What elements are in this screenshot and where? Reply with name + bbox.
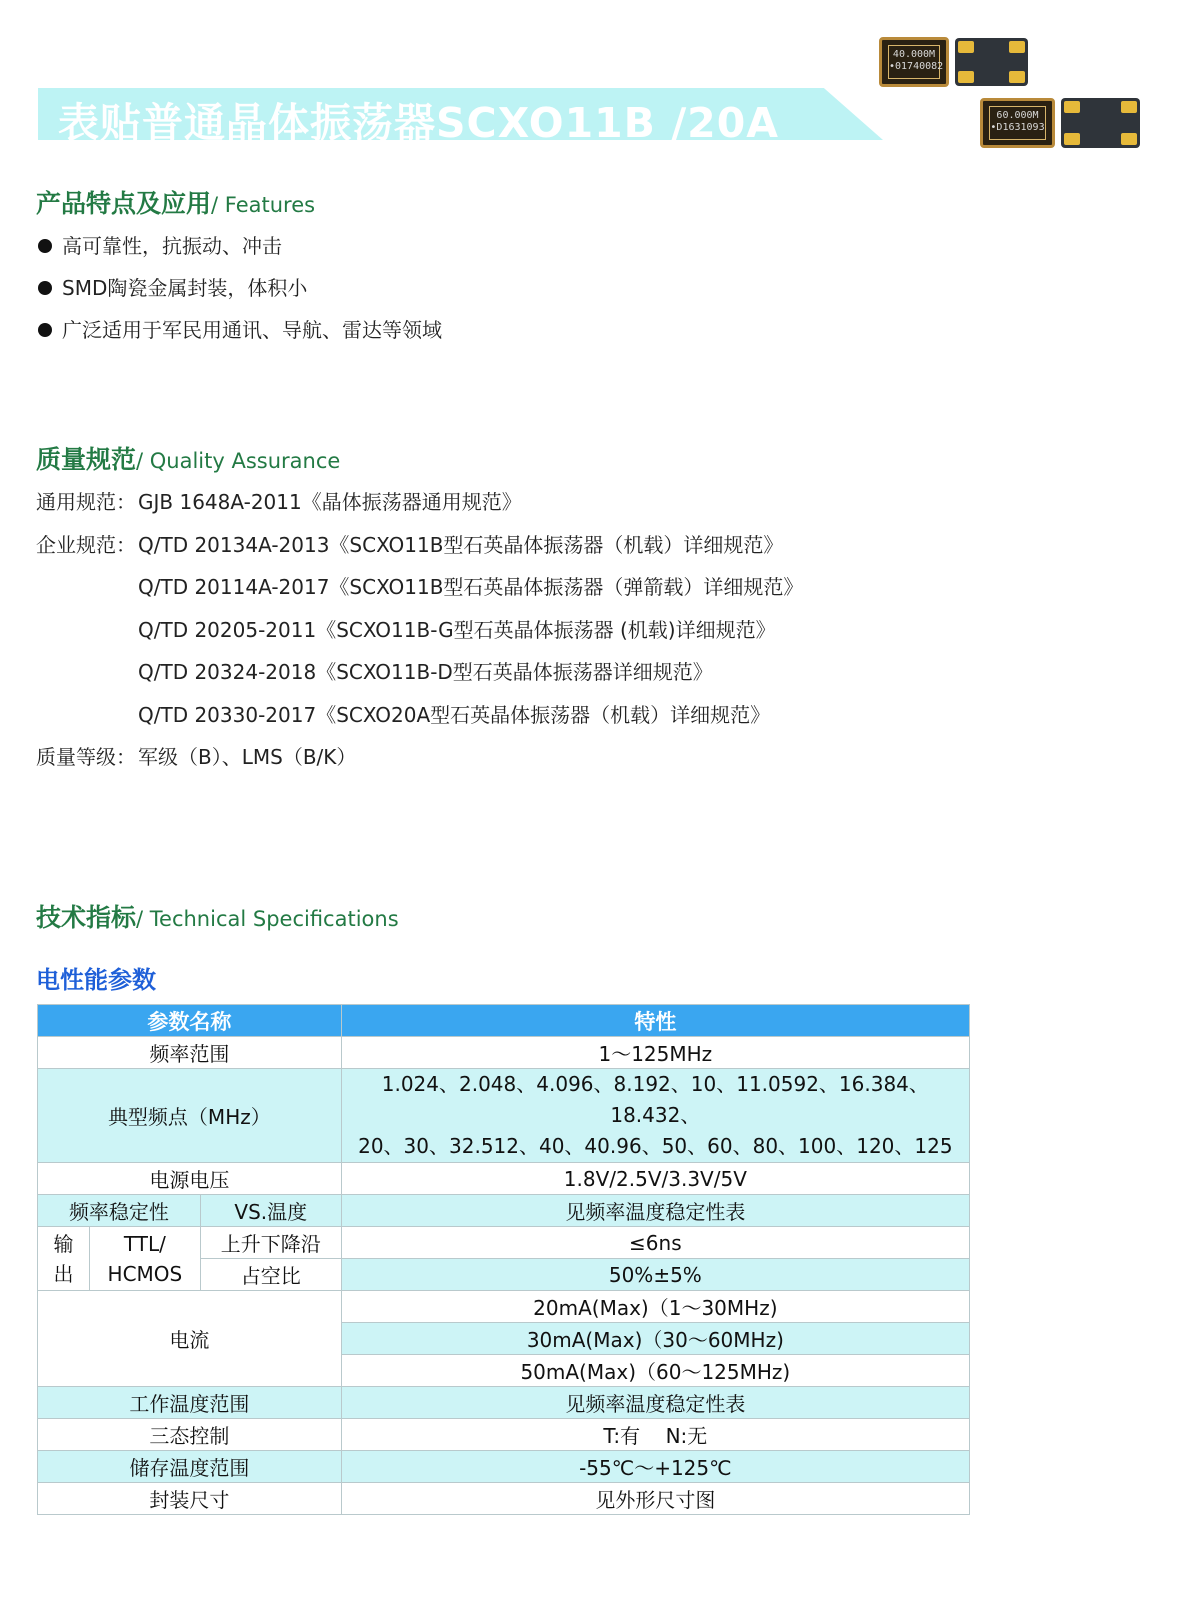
header-char: 特性 <box>341 1005 969 1037</box>
quality-grade-row: 质量等级： 军级（B）、LMS（B/K） <box>36 745 357 769</box>
enterprise-spec-row: Q/TD 20324-2018《SCXO11B-D型石英晶体振荡器详细规范》 <box>138 660 713 684</box>
quality-list <box>36 488 803 786</box>
electrical-subheading: 电性能参数 <box>36 966 156 994</box>
table-row: 工作温度范围 见频率温度稳定性表 <box>38 1387 970 1419</box>
header-param: 参数名称 <box>38 1005 342 1037</box>
tech-heading: 技术指标/ Technical Specifications <box>36 903 399 932</box>
features-list <box>38 232 442 358</box>
page-title: 表贴普通晶体振荡器SCXO11B /20A <box>58 99 779 147</box>
list-item: 广泛适用于军民用通讯、导航、雷达等领域 <box>38 316 442 358</box>
bullet-icon <box>38 239 52 253</box>
features-heading: 产品特点及应用/ Features <box>36 189 316 218</box>
quality-heading: 质量规范/ Quality Assurance <box>36 445 341 474</box>
table-row: 频率范围 1～125MHz <box>38 1037 970 1069</box>
product-photo-chip-b <box>980 98 1055 148</box>
list-item: SMD陶瓷金属封装，体积小 <box>38 274 442 316</box>
product-photo-chip-a <box>879 37 949 87</box>
enterprise-spec-row: Q/TD 20205-2011《SCXO11B-G型石英晶体振荡器 (机载)详细规范》 <box>138 617 776 642</box>
chip-a-marking: 40.000M •01740082 <box>888 45 940 79</box>
spec-table <box>37 1004 970 1515</box>
table-row: 频率稳定性 VS.温度 见频率温度稳定性表 <box>38 1195 970 1227</box>
table-row: 三态控制 T:有 N:无 <box>38 1419 970 1451</box>
table-row: 30mA(Max)（30～60MHz) <box>38 1323 970 1355</box>
table-row: 电源电压 1.8V/2.5V/3.3V/5V <box>38 1163 970 1195</box>
table-row: 封装尺寸 见外形尺寸图 <box>38 1483 970 1515</box>
bullet-icon <box>38 323 52 337</box>
table-row: 占空比 50%±5% <box>38 1259 970 1291</box>
enterprise-spec-row: 企业规范： Q/TD 20134A-2013《SCXO11B型石英晶体振荡器（机载）详细规范》 <box>36 532 784 557</box>
product-photo-chip-a-back <box>955 38 1028 86</box>
general-spec-row: 通用规范： GJB 1648A-2011《晶体振荡器通用规范》 <box>36 490 522 514</box>
table-header <box>38 1005 970 1037</box>
table-row: 电流 20mA(Max)（1～30MHz) <box>38 1291 970 1323</box>
enterprise-spec-row: Q/TD 20330-2017《SCXO20A型石英晶体振荡器（机载）详细规范》 <box>138 702 771 727</box>
list-item: 高可靠性，抗振动、冲击 <box>38 232 442 274</box>
table-row: 输 出 TTL/ HCMOS 上升下降沿 ≤6ns <box>38 1227 970 1259</box>
chip-b-marking: 60.000M •D1631093 <box>989 106 1046 140</box>
table-row: 典型频点（MHz） 1.024、2.048、4.096、8.192、10、11.0592、16.384、18.432、 20、30、32.512、40、40.96、50、60、80、100、120、125 <box>38 1069 970 1163</box>
product-photo-chip-b-back <box>1061 98 1140 148</box>
bullet-icon <box>38 281 52 295</box>
enterprise-spec-row: Q/TD 20114A-2017《SCXO11B型石英晶体振荡器（弹箭载）详细规范》 <box>138 575 804 599</box>
table-row: 储存温度范围 -55℃～+125℃ <box>38 1451 970 1483</box>
table-row: 50mA(Max)（60～125MHz) <box>38 1355 970 1387</box>
